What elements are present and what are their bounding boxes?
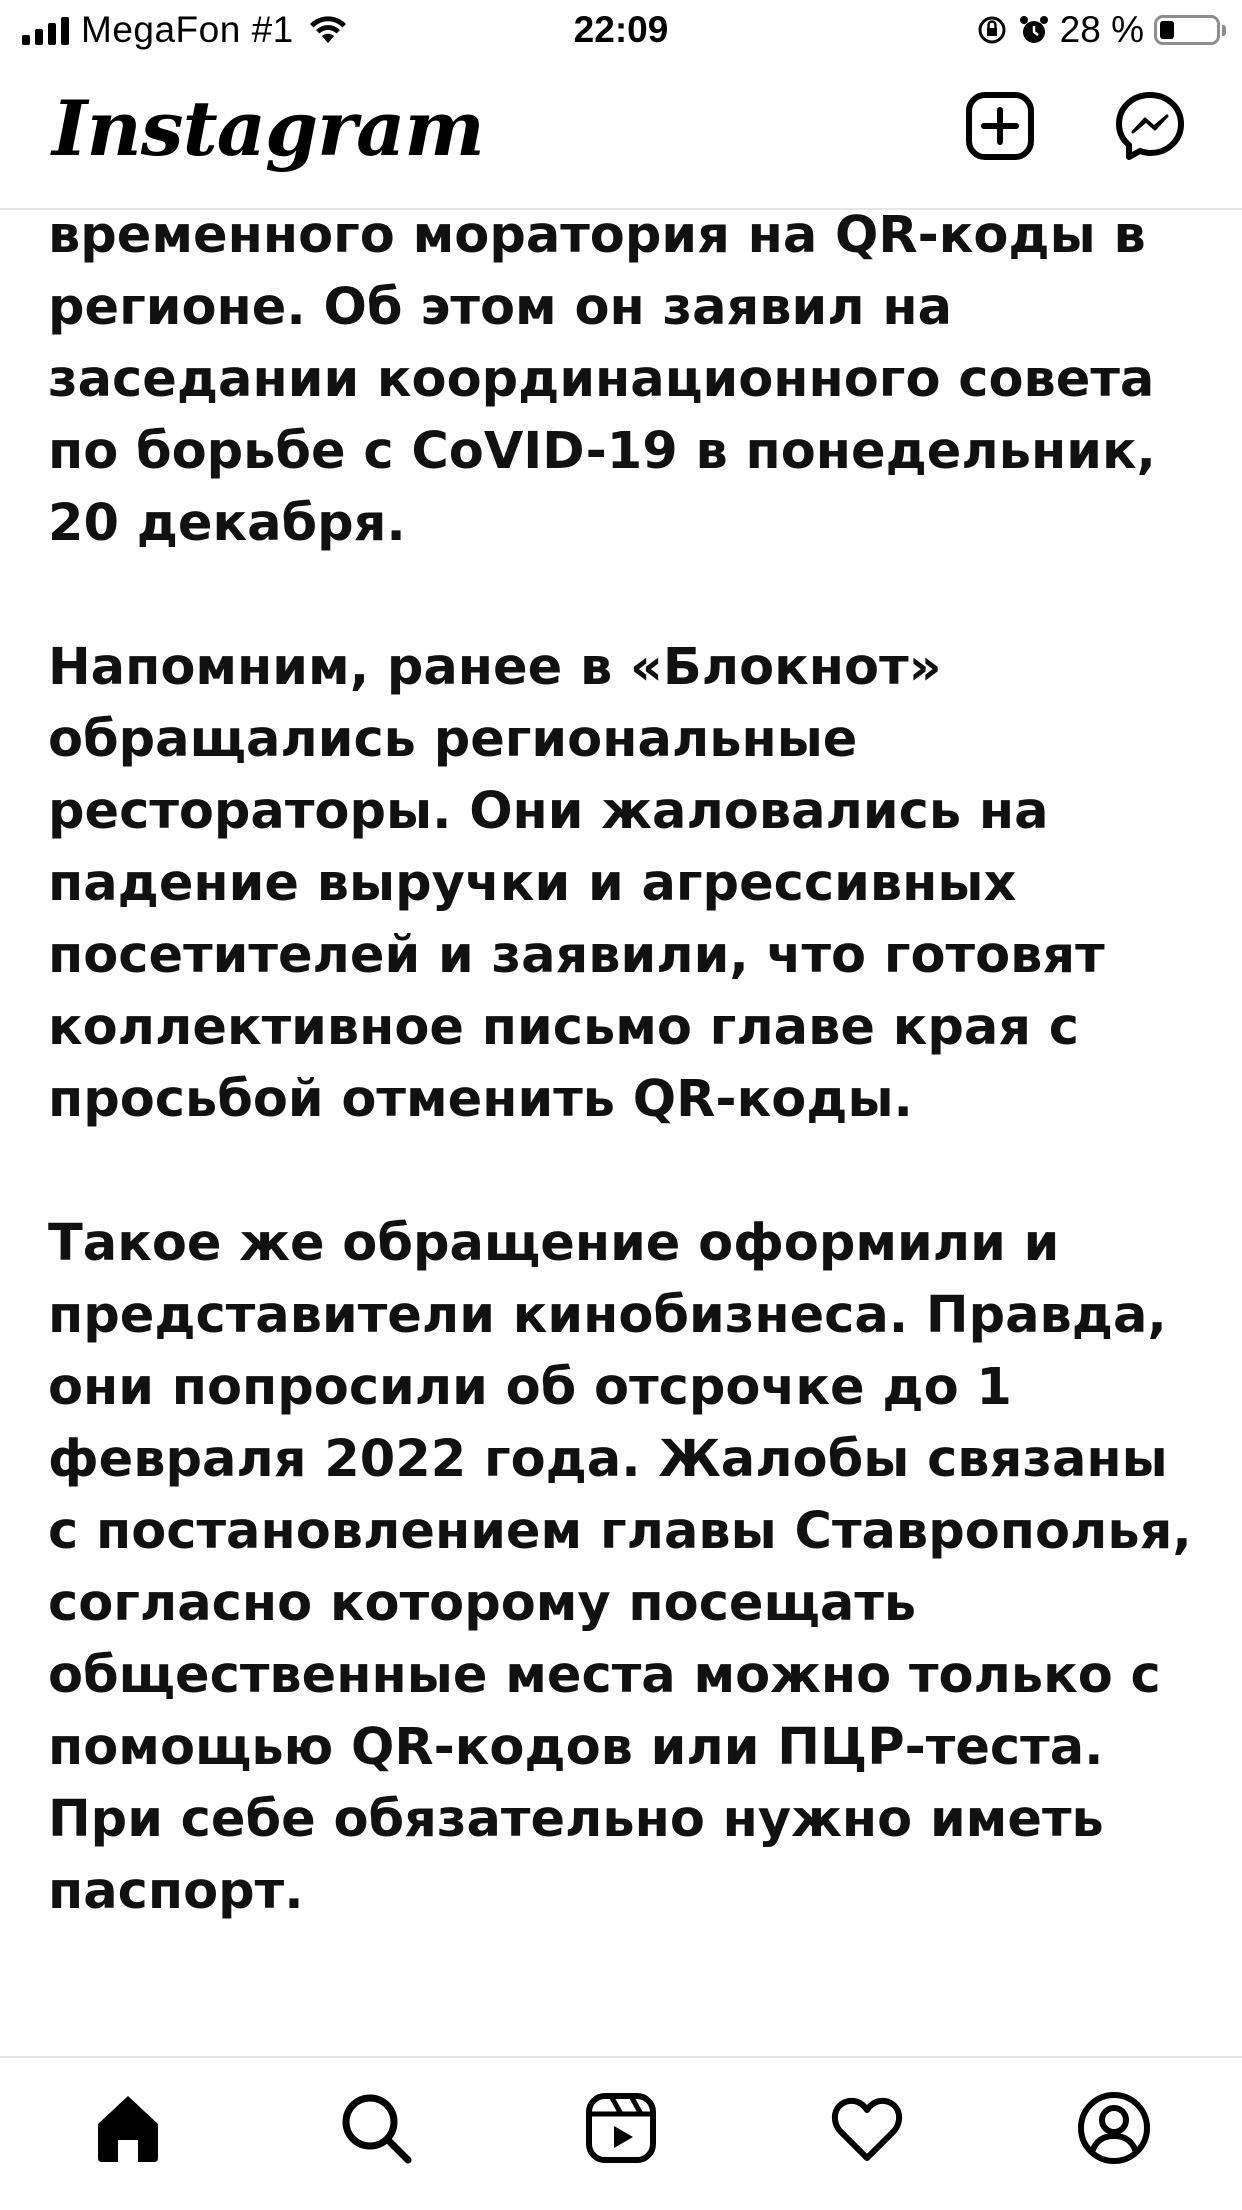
status-right xyxy=(976,9,1220,51)
profile-icon[interactable] xyxy=(1074,2088,1154,2168)
caption-paragraph-2: Напомним, ранее в «Блокнот» обращались региональные рестораторы. Они жаловались на падение выручки и агрессивных посетителей и заявили, что готовят коллективное письмо главе края с просьбой отменить QR-коды. xyxy=(48,638,1105,1129)
messenger-icon[interactable] xyxy=(1114,90,1186,162)
new-post-icon[interactable] xyxy=(964,90,1036,162)
battery-percent: 28 % xyxy=(1059,9,1144,50)
bottom-nav xyxy=(0,2056,1242,2210)
reels-icon[interactable] xyxy=(581,2088,661,2168)
post-caption xyxy=(48,208,1208,2056)
caption-paragraph-3: Такое же обращение оформили и представители кинобизнеса. Правда, они попросили об отсрочке до 1 февраля 2022 года. Жалобы связаны с постановлением главы Ставрополья, согласно которому посещать общественные места можно только с помощью QR-кодов или ПЦР-теста. При себе обязательно нужно иметь паспорт. xyxy=(48,1214,1192,1921)
carrier-name: MegaFon #1 xyxy=(81,9,294,50)
clock: 22:09 xyxy=(573,9,669,50)
app-header xyxy=(0,62,1242,210)
caption-paragraph-1: временного моратория на QR-коды в регионе. Об этом он заявил на заседании координационного совета по борьбе с CoVID-19 в понедельник, 20 декабря. xyxy=(48,208,1156,553)
battery-icon xyxy=(1154,15,1220,45)
status-bar xyxy=(0,0,1242,62)
alarm-icon xyxy=(1018,14,1050,46)
orientation-lock-icon xyxy=(976,14,1008,46)
search-icon[interactable] xyxy=(336,2088,416,2168)
instagram-logo[interactable]: Instagram xyxy=(52,84,484,173)
home-icon[interactable] xyxy=(88,2088,168,2168)
activity-heart-icon[interactable] xyxy=(827,2088,907,2168)
